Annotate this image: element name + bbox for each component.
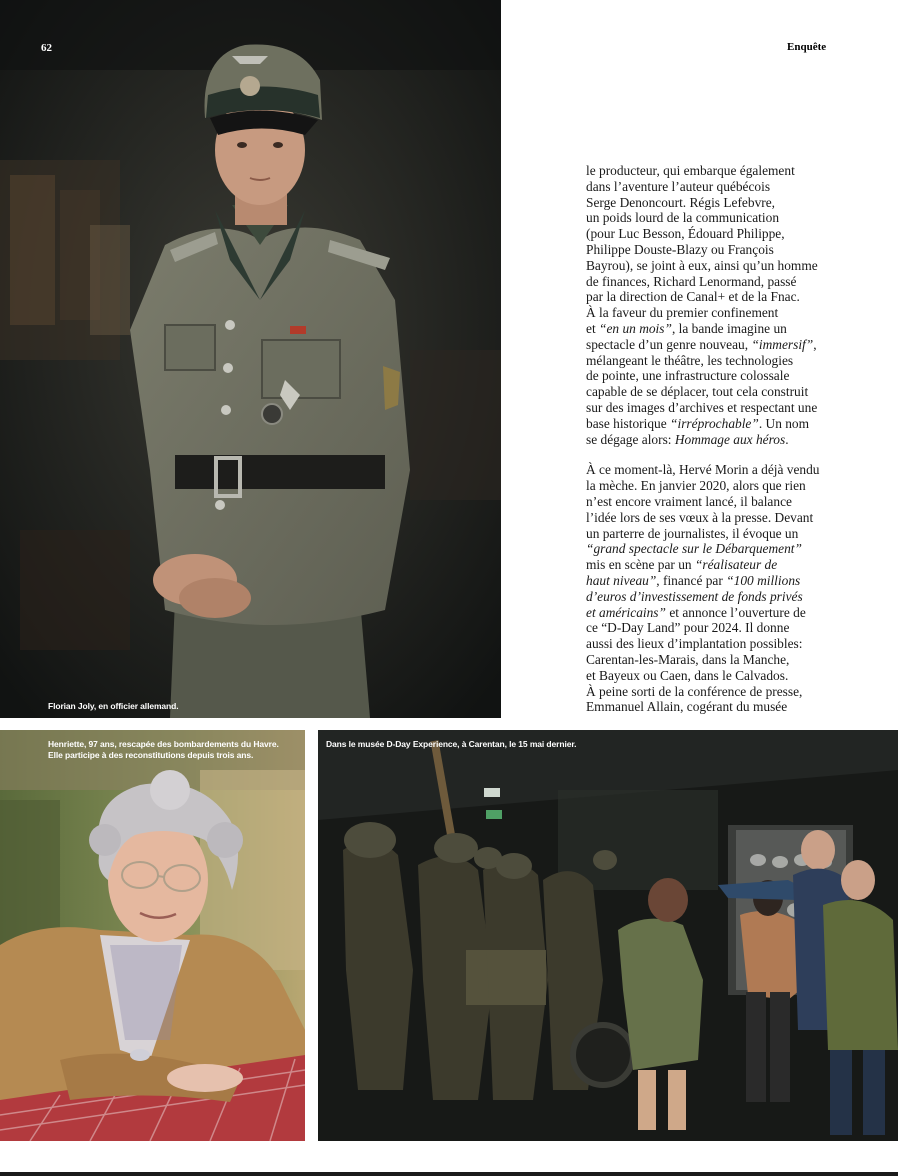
text-run: sur des images d’archives et respectant une bbox=[586, 399, 818, 415]
henriette-caption-line: Elle participe à des reconstitutions depuis trois ans. bbox=[48, 750, 254, 760]
text-line bbox=[586, 541, 886, 557]
text-line bbox=[586, 384, 886, 400]
text-run: Serge Denoncourt. Régis Lefebvre, bbox=[586, 194, 776, 210]
henriette-caption bbox=[48, 739, 279, 761]
italic-text: “réalisateur de bbox=[694, 557, 778, 573]
text-run: de finances, Richard Lenormand, passé bbox=[586, 273, 797, 289]
section-title: Enquête bbox=[787, 41, 827, 53]
text-run: À peine sorti de la conférence de presse, bbox=[586, 683, 803, 699]
text-line bbox=[586, 605, 886, 621]
text-line bbox=[586, 557, 886, 573]
text-run: À ce moment-là, Hervé Morin a déjà vendu bbox=[586, 462, 820, 478]
text-run: mélangeant le théâtre, les technologies bbox=[586, 352, 794, 368]
text-line bbox=[586, 699, 886, 715]
italic-text: haut niveau” bbox=[586, 572, 657, 588]
article-paragraph bbox=[586, 163, 886, 447]
text-line bbox=[586, 668, 886, 684]
text-run: de pointe, une infrastructure colossale bbox=[586, 368, 790, 384]
text-line bbox=[586, 210, 886, 226]
text-line bbox=[586, 368, 886, 384]
text-line bbox=[586, 258, 886, 274]
text-run: un poids lourd de la communication bbox=[586, 210, 780, 226]
text-line bbox=[586, 195, 886, 211]
text-line bbox=[586, 620, 886, 636]
italic-text: “irréprochable” bbox=[670, 415, 759, 431]
text-line bbox=[586, 353, 886, 369]
text-run: un parterre de journalistes, il évoque un bbox=[586, 525, 799, 541]
text-line bbox=[586, 321, 886, 337]
text-line bbox=[586, 510, 886, 526]
text-run: À la faveur du premier confinement bbox=[586, 305, 779, 321]
text-run: se dégage alors: bbox=[586, 431, 675, 447]
text-run: . bbox=[785, 431, 789, 447]
bottom-rule bbox=[0, 1172, 898, 1176]
museum-caption: Dans le musée D-Day Experience, à Carentan, le 15 mai dernier. bbox=[326, 739, 577, 749]
text-run: , bbox=[813, 336, 817, 352]
italic-text: “100 millions bbox=[726, 572, 801, 588]
text-line bbox=[586, 432, 886, 448]
officer-photo bbox=[0, 0, 501, 718]
text-run: Carentan-les-Marais, dans la Manche, bbox=[586, 651, 790, 667]
text-line bbox=[586, 652, 886, 668]
text-run: aussi des lieux d’implantation possibles: bbox=[586, 636, 803, 652]
text-line bbox=[586, 274, 886, 290]
museum-photo bbox=[318, 730, 898, 1141]
italic-text: Hommage aux héros bbox=[674, 431, 786, 447]
text-line bbox=[586, 400, 886, 416]
museum-photo-illustration bbox=[318, 730, 898, 1141]
henriette-caption-line: Henriette, 97 ans, rescapée des bombardements du Havre. bbox=[48, 739, 279, 749]
text-run: dans l’aventure l’auteur québécois bbox=[586, 178, 771, 194]
text-line bbox=[586, 684, 886, 700]
text-line bbox=[586, 163, 886, 179]
text-run: spectacle d’un genre nouveau, bbox=[586, 336, 752, 352]
text-run: et Bayeux ou Caen, dans le Calvados. bbox=[586, 667, 789, 683]
page-number: 62 bbox=[41, 42, 52, 54]
text-run: Emmanuel Allain, cogérant du musée bbox=[586, 699, 788, 715]
text-line bbox=[586, 305, 886, 321]
text-run: et annonce l’ouverture de bbox=[665, 604, 806, 620]
text-line bbox=[586, 589, 886, 605]
text-run: la mèche. En janvier 2020, alors que rien bbox=[586, 478, 806, 494]
text-run: Bayrou), se joint à eux, ainsi qu’un homme bbox=[586, 257, 818, 273]
text-run: ce “D-Day Land” pour 2024. Il donne bbox=[586, 620, 790, 636]
text-line bbox=[586, 636, 886, 652]
text-line bbox=[586, 337, 886, 353]
text-run: . Un nom bbox=[758, 415, 810, 431]
italic-text: “en un mois” bbox=[599, 320, 672, 336]
italic-text: “grand spectacle sur le Débarquement” bbox=[586, 541, 802, 557]
italic-text: “immersif” bbox=[751, 336, 814, 352]
text-line bbox=[586, 179, 886, 195]
text-run: Philippe Douste-Blazy ou François bbox=[586, 241, 774, 257]
text-line bbox=[586, 462, 886, 478]
henriette-photo-illustration bbox=[0, 730, 305, 1141]
text-run: , la bande imagine un bbox=[671, 320, 787, 336]
text-line bbox=[586, 478, 886, 494]
officer-photo-illustration bbox=[0, 0, 501, 718]
text-run: n’est encore vraiment lancé, il balance bbox=[586, 493, 792, 509]
text-run: mis en scène par un bbox=[586, 557, 695, 573]
text-run: base historique bbox=[586, 415, 671, 431]
text-line bbox=[586, 573, 886, 589]
italic-text: d’euros d’investissement de fonds privés bbox=[586, 588, 803, 604]
text-line bbox=[586, 526, 886, 542]
henriette-photo bbox=[0, 730, 305, 1141]
text-run: (pour Luc Besson, Édouard Philippe, bbox=[586, 226, 785, 242]
text-run: le producteur, qui embarque également bbox=[586, 163, 795, 178]
text-line bbox=[586, 242, 886, 258]
text-run: capable de se déplacer, tout cela construit bbox=[586, 384, 809, 400]
text-line bbox=[586, 289, 886, 305]
italic-text: et américains” bbox=[586, 604, 666, 620]
text-run: et bbox=[586, 320, 600, 336]
text-run: l’idée lors de ses vœux à la presse. Devant bbox=[586, 509, 814, 525]
article-body bbox=[586, 163, 886, 715]
text-run: , financé par bbox=[656, 572, 727, 588]
text-line bbox=[586, 494, 886, 510]
text-line bbox=[586, 226, 886, 242]
text-line bbox=[586, 416, 886, 432]
article-paragraph bbox=[586, 462, 886, 715]
text-run: par la direction de Canal+ et de la Fnac. bbox=[586, 289, 800, 305]
officer-caption: Florian Joly, en officier allemand. bbox=[48, 701, 179, 711]
